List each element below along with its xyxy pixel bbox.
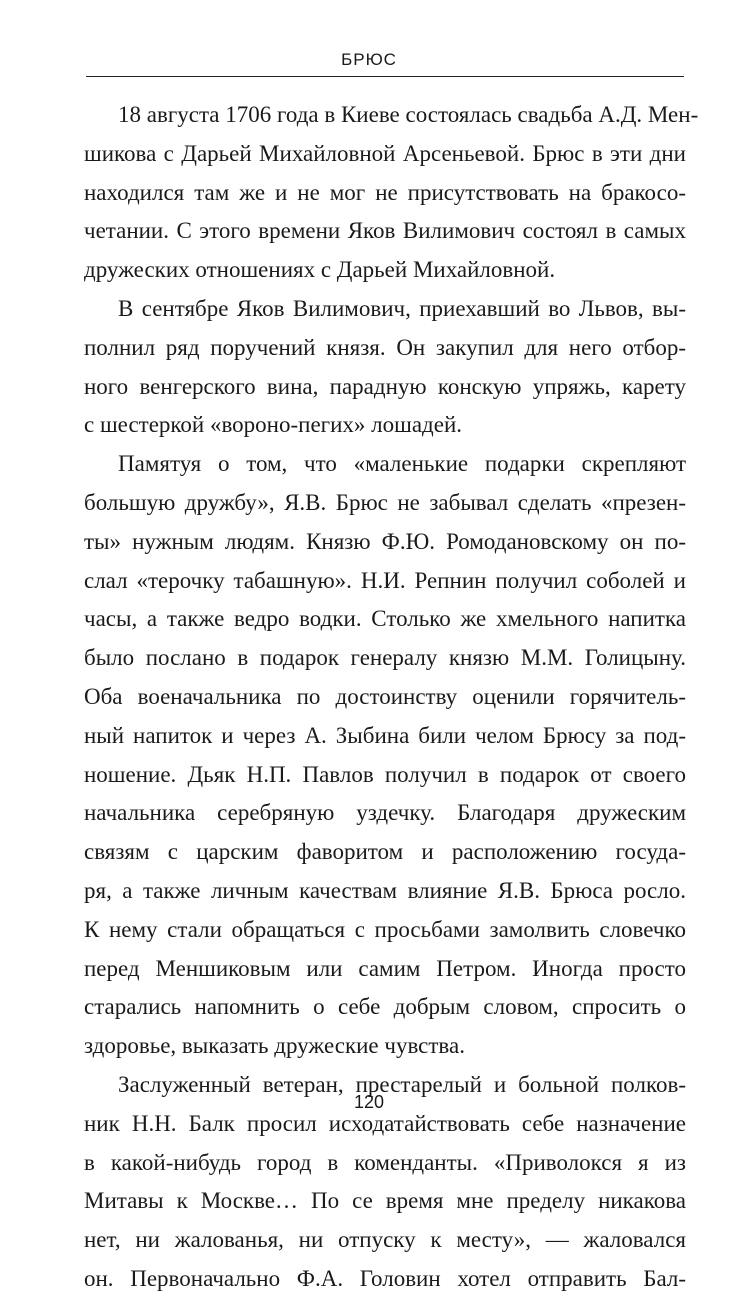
text-line: К нему стали обращаться с просьбами замолвить словечко bbox=[84, 916, 686, 942]
text-line: Митавы к Москве… По се время мне пределу никакова bbox=[84, 1188, 686, 1214]
text-line: нет, ни жалованья, ни отпуску к месту», — жаловался bbox=[84, 1227, 686, 1253]
text-line: он. Первоначально Ф.А. Головин хотел отправить Бал- bbox=[84, 1265, 686, 1291]
paragraph-2 bbox=[84, 290, 686, 445]
text-line: Памятуя о том, что «маленькие подарки скрепляют bbox=[118, 451, 686, 477]
header-rule bbox=[86, 76, 684, 77]
text-line: ты» нужным людям. Князю Ф.Ю. Ромодановскому он по- bbox=[84, 528, 686, 554]
paragraph-3 bbox=[84, 445, 686, 1066]
text-line: дружеских отношениях с Дарьей Михайловной. bbox=[84, 257, 556, 283]
body-text bbox=[84, 96, 699, 1299]
page-number: 120 bbox=[353, 1092, 385, 1112]
text-line: находился там же и не мог не присутствовать на бракосо- bbox=[84, 179, 686, 205]
text-line: в какой-нибудь город в коменданты. «Приволокся я из bbox=[84, 1149, 686, 1175]
text-line: часы, а также ведро водки. Столько же хмельного напитка bbox=[84, 606, 686, 632]
text-line: ный напиток и через А. Зыбина били челом Брюсу за под- bbox=[84, 722, 686, 748]
text-line: большую дружбу», Я.В. Брюс не забывал сделать «презен- bbox=[84, 489, 686, 515]
text-line: ник Н.Н. Балк просил исходатайствовать себе назначение bbox=[84, 1110, 686, 1136]
text-line: связям с царским фаворитом и расположению госуда- bbox=[84, 839, 686, 865]
text-line: слал «терочку табашную». Н.И. Репнин получил соболей и bbox=[84, 567, 686, 593]
text-line: Оба военачальника по достоинству оценили горячитель- bbox=[84, 683, 686, 709]
text-line: старались напомнить о себе добрым словом, спросить о bbox=[84, 994, 686, 1020]
text-line: полнил ряд поручений князя. Он закупил для него отбор- bbox=[84, 334, 686, 360]
text-line: 18 августа 1706 года в Киеве состоялась свадьба А.Д. Мен- bbox=[118, 102, 699, 127]
paragraph-1 bbox=[84, 96, 699, 290]
text-line: начальника серебряную уздечку. Благодаря дружеским bbox=[84, 800, 686, 826]
text-line: перед Меншиковым или самим Петром. Иногда просто bbox=[84, 955, 686, 981]
text-line: здоровье, выказать дружеские чувства. bbox=[84, 1033, 465, 1059]
text-line: четании. С этого времени Яков Вилимович состоял в самых bbox=[84, 218, 686, 244]
text-line: было послано в подарок генералу князю М.М. Голицыну. bbox=[84, 645, 686, 671]
text-line: шикова с Дарьей Михайловной Арсеньевой. Брюс в эти дни bbox=[84, 140, 686, 166]
running-head: БРЮС bbox=[341, 50, 397, 69]
text-line: с шестеркой «вороно-пегих» лошадей. bbox=[84, 412, 463, 438]
text-line: ря, а также личным качествам влияние Я.В. Брюса росло. bbox=[84, 877, 686, 903]
text-line: ного венгерского вина, парадную конскую упряжь, карету bbox=[84, 373, 686, 399]
text-line: ношение. Дьяк Н.П. Павлов получил в подарок от своего bbox=[84, 761, 686, 787]
text-line: Заслуженный ветеран, престарелый и больной полков- bbox=[118, 1071, 686, 1097]
text-line: В сентябре Яков Вилимович, приехавший во Львов, вы- bbox=[118, 295, 686, 321]
